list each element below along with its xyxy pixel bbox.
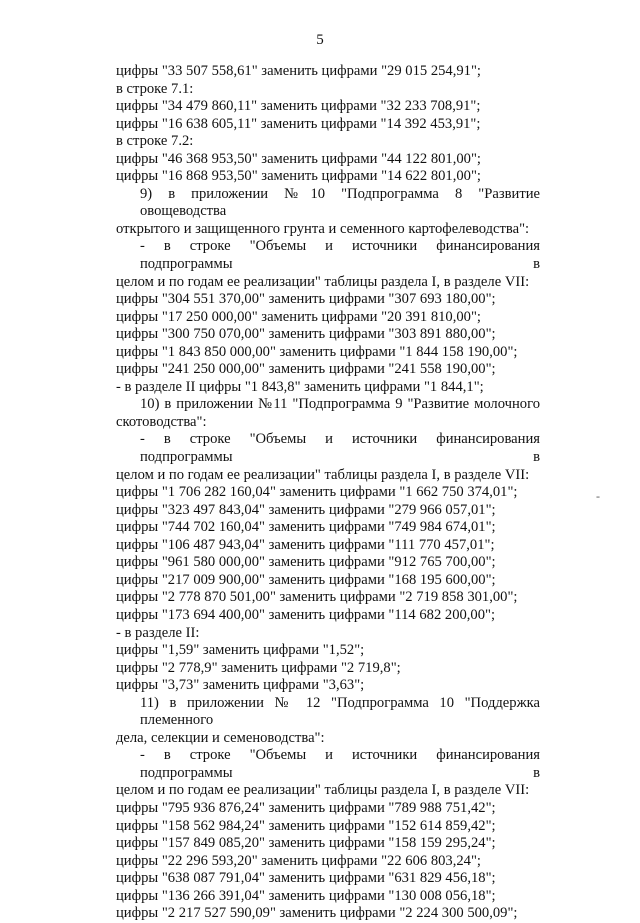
text-line: цифры "158 562 984,24" заменить цифрами "152 614 859,42";	[116, 817, 496, 834]
text-line: дела, селекции и семеноводства":	[116, 729, 325, 746]
text-line: - в разделе II цифры "1 843,8" заменить цифрами "1 844,1";	[116, 378, 484, 395]
text-line: цифры "304 551 370,00" заменить цифрами "307 693 180,00";	[116, 291, 496, 308]
text-line: цифры "241 250 000,00" заменить цифрами "241 558 190,00";	[116, 361, 496, 378]
text-line: цифры "136 266 391,04" заменить цифрами "130 008 056,18";	[116, 887, 496, 904]
text-line: цифры "300 750 070,00" заменить цифрами "303 891 880,00";	[116, 326, 496, 343]
text-line: цифры "638 087 791,04" заменить цифрами "631 829 456,18";	[116, 870, 496, 887]
text-line: цифры "3,73" заменить цифрами "3,63";	[116, 677, 365, 694]
text-line: в строке 7.1:	[116, 80, 194, 97]
text-line: цифры "2 778,9" заменить цифрами "2 719,8";	[116, 659, 401, 676]
text-line: цифры "1,59" заменить цифрами "1,52";	[116, 642, 365, 659]
text-line: цифры "323 497 843,04" заменить цифрами "279 966 057,01";	[116, 501, 496, 518]
text-line: целом и по годам ее реализации" таблицы раздела I, в разделе VII:	[116, 273, 530, 290]
page-number: 5	[316, 32, 324, 48]
text-line: - в разделе II:	[116, 624, 200, 641]
text-line: целом и по годам ее реализации" таблицы раздела I, в разделе VII:	[116, 466, 530, 483]
text-line: цифры "1 706 282 160,04" заменить цифрами "1 662 750 374,01";	[116, 484, 518, 501]
text-line: 9) в приложении №10 "Подпрограмма 8 "Развитие овощеводства	[140, 185, 540, 220]
text-line: 10) в приложении №11 "Подпрограмма 9 "Развитие молочного	[140, 396, 540, 413]
margin-mark: -	[596, 489, 600, 503]
text-line: - в строке "Объемы и источники финансирования подпрограммы в	[140, 747, 540, 781]
text-line: цифры "1 843 850 000,00" заменить цифрами "1 844 158 190,00";	[116, 343, 518, 360]
text-line: цифры "2 778 870 501,00" заменить цифрами "2 719 858 301,00";	[116, 589, 518, 606]
text-line: цифры "106 487 943,04" заменить цифрами "111 770 457,01";	[116, 536, 495, 553]
text-line: целом и по годам ее реализации" таблицы раздела I, в разделе VII:	[116, 782, 530, 799]
text-line: - в строке "Объемы и источники финансирования подпрограммы в	[140, 238, 540, 273]
text-line: 11) в приложении № 12 "Подпрограмма 10 "Поддержка племенного	[140, 694, 540, 729]
text-line: цифры "33 507 558,61" заменить цифрами "29 015 254,91";	[116, 63, 481, 79]
text-line: цифры "217 009 900,00" заменить цифрами "168 195 600,00";	[116, 571, 496, 588]
text-line: цифры "22 296 593,20" заменить цифрами "22 606 803,24";	[116, 852, 481, 869]
text-line: в строке 7.2:	[116, 133, 194, 150]
text-line: цифры "16 868 953,50" заменить цифрами "14 622 801,00";	[116, 168, 481, 185]
text-line: цифры "17 250 000,00" заменить цифрами "20 391 810,00";	[116, 308, 481, 325]
text-line: цифры "961 580 000,00" заменить цифрами "912 765 700,00";	[116, 554, 496, 571]
text-line: - в строке "Объемы и источники финансирования подпрограммы в	[140, 431, 540, 466]
text-line: цифры "795 936 876,24" заменить цифрами "789 988 751,42";	[116, 799, 496, 816]
text-line: цифры "744 702 160,04" заменить цифрами "749 984 674,01";	[116, 519, 496, 536]
text-line: цифры "34 479 860,11" заменить цифрами "32 233 708,91";	[116, 98, 481, 115]
text-line: скотоводства":	[116, 413, 207, 430]
text-line: цифры "173 694 400,00" заменить цифрами "114 682 200,00";	[116, 606, 496, 623]
text-line: цифры "16 638 605,11" заменить цифрами "14 392 453,91";	[116, 115, 481, 132]
text-line: цифры "2 217 527 590,09" заменить цифрами "2 224 300 500,09";	[116, 905, 518, 922]
text-line: цифры "46 368 953,50" заменить цифрами "44 122 801,00";	[116, 150, 481, 167]
document-body	[116, 63, 540, 923]
text-line: открытого и защищенного грунта и семенного картофелеводства":	[116, 220, 530, 237]
text-line: цифры "157 849 085,20" заменить цифрами "158 159 295,24";	[116, 835, 496, 852]
